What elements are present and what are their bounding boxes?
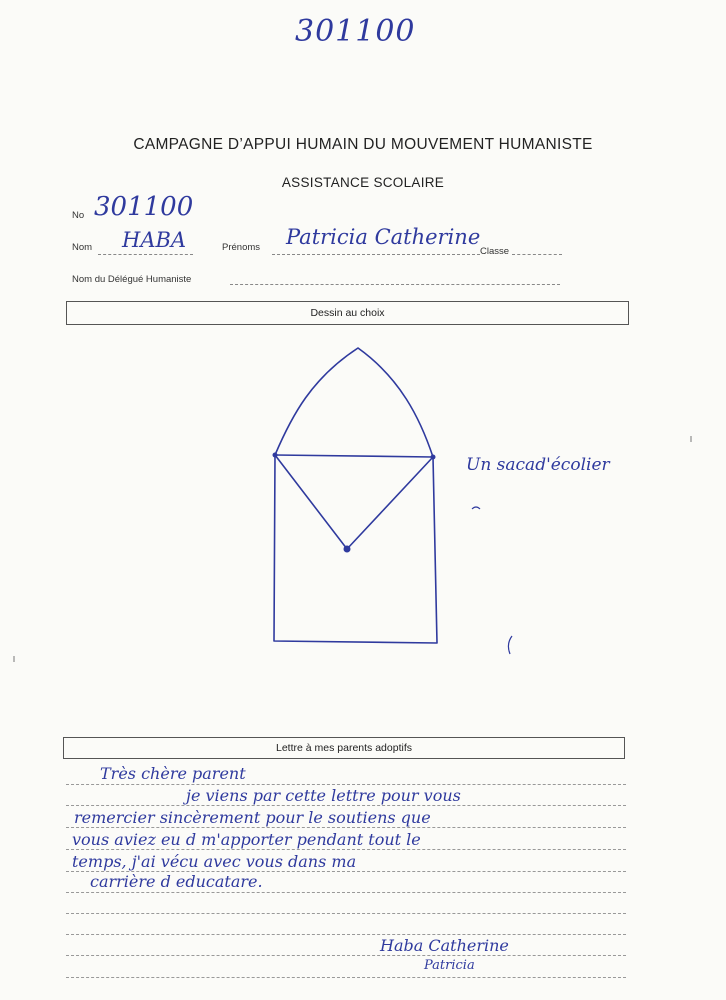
- letter-rule: [66, 827, 626, 828]
- letter-rule: [66, 913, 626, 914]
- signature-firstname: Patricia: [424, 958, 475, 973]
- letter-section-header: Lettre à mes parents adoptifs: [63, 737, 625, 759]
- letter-line-text: remercier sincèrement pour le soutiens que: [74, 808, 431, 827]
- nom-value: HABA: [122, 228, 187, 252]
- no-value: 301100: [94, 192, 194, 222]
- letter-rule: [66, 784, 626, 785]
- bag-flap-left: [275, 455, 347, 549]
- bag-clasp-dot: [344, 546, 351, 553]
- letter-rule: [66, 934, 626, 935]
- classe-label: Classe: [480, 246, 510, 257]
- handwritten-top-number: 301100: [295, 14, 416, 49]
- bag-corner-dot-right: [431, 455, 436, 460]
- delegue-label: Nom du Délégué Humaniste: [72, 274, 192, 285]
- campaign-title: CAMPAGNE D’APPUI HUMAIN DU MOUVEMENT HUMANISTE: [133, 136, 593, 153]
- letter-line-text: je viens par cette lettre pour vous: [186, 786, 461, 805]
- no-label: No: [72, 210, 85, 221]
- bag-top-edge: [275, 455, 433, 457]
- bag-body: [274, 455, 437, 643]
- letter-line-text: temps, j'ai vécu avec vous dans ma: [72, 852, 357, 871]
- stray-pen-mark: [508, 636, 512, 654]
- nom-label: Nom: [72, 242, 93, 253]
- letter-rule: [66, 892, 626, 893]
- prenoms-value: Patricia Catherine: [286, 225, 481, 249]
- letter-rule: [66, 849, 626, 850]
- bag-outline: [274, 348, 437, 643]
- letter-rule: [66, 977, 626, 978]
- letter-rule: [66, 805, 626, 806]
- program-title: ASSISTANCE SCOLAIRE: [281, 175, 445, 190]
- letter-line-text: Très chère parent: [100, 764, 246, 783]
- letter-line-text: carrière d educatare.: [90, 872, 263, 891]
- letter-rule: [66, 955, 626, 956]
- bag-flap-arch: [275, 348, 433, 457]
- bag-corner-dot-left: [273, 453, 278, 458]
- letter-line-text: vous aviez eu d m'apporter pendant tout le: [72, 830, 421, 849]
- signature-name: Haba Catherine: [380, 936, 509, 955]
- prenoms-label: Prénoms: [222, 242, 261, 253]
- bag-flap-right: [347, 457, 433, 549]
- drawing-caption: Un sacad'écolier: [466, 455, 610, 475]
- stray-pen-mark: [472, 507, 480, 509]
- drawing-section-header: Dessin au choix: [66, 301, 629, 325]
